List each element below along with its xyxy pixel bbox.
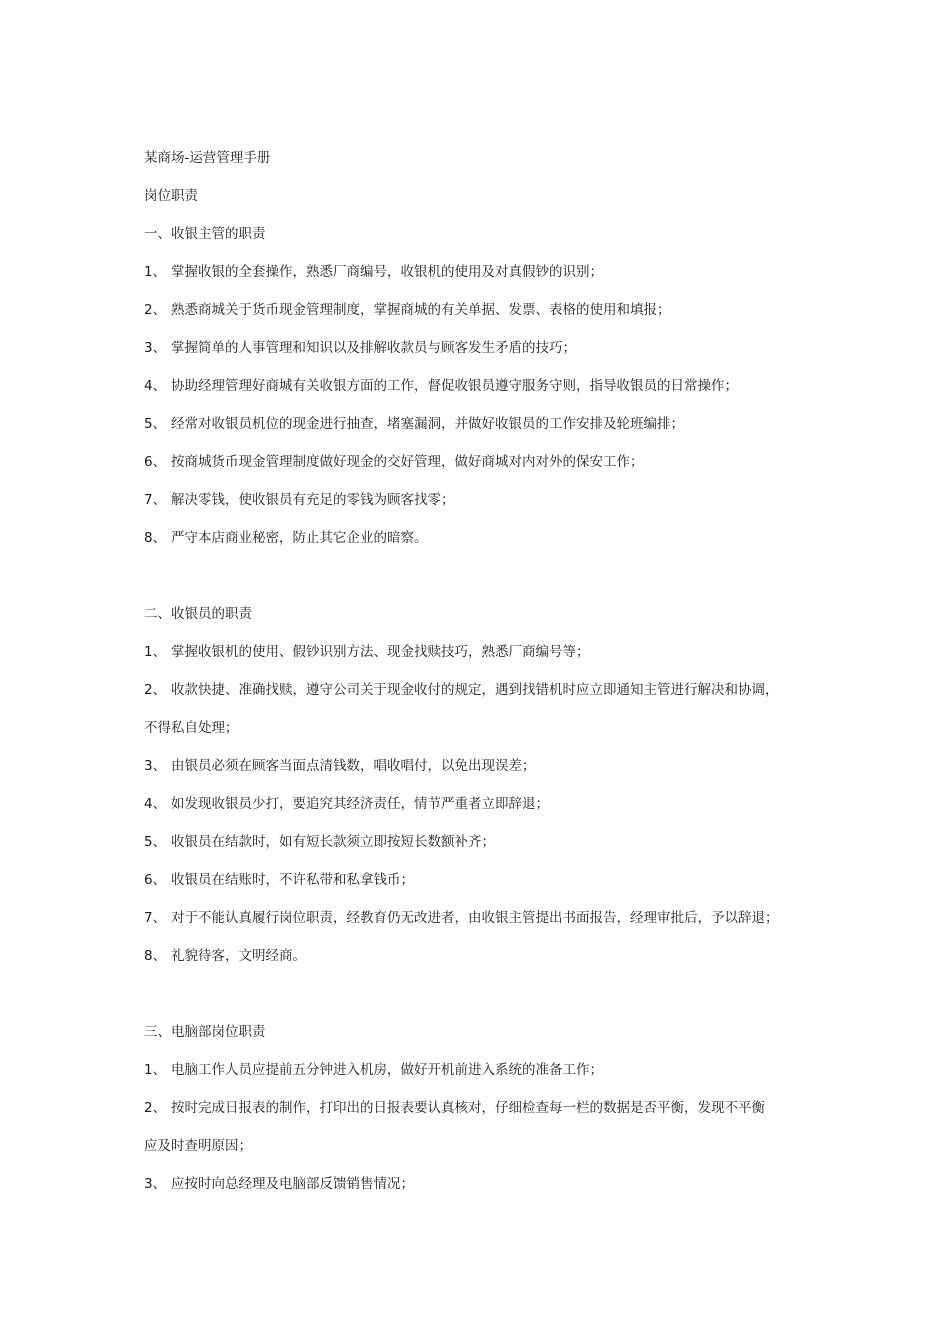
- item-text: 熟悉商城关于货币现金管理制度，掌握商城的有关单据、发票、表格的使用和填报；: [171, 302, 671, 318]
- list-item: [144, 414, 834, 434]
- list-item: [144, 756, 834, 776]
- list-item: [144, 490, 834, 510]
- list-item: [144, 1098, 834, 1118]
- list-item: [144, 680, 834, 700]
- item-text: 如发现收银员少打，要追究其经济责任，情节严重者立即辞退；: [171, 796, 549, 812]
- list-item: [144, 262, 834, 282]
- item-text: 收银员在结款时，如有短长款须立即按短长数额补齐；: [171, 834, 495, 850]
- item-text: 礼貌待客，文明经商。: [171, 948, 306, 964]
- list-item: [144, 642, 834, 662]
- item-number: 2、: [144, 682, 167, 698]
- item-text: 协助经理管理好商城有关收银方面的工作，督促收银员遵守服务守则，指导收银员的日常操作；: [171, 378, 738, 394]
- item-number: 8、: [144, 948, 167, 964]
- item-number: 7、: [144, 910, 167, 926]
- item-number: 1、: [144, 644, 167, 660]
- list-item: [144, 1174, 834, 1194]
- section-2-heading: 二、收银员的职责: [144, 606, 252, 622]
- item-text: 解决零钱，使收银员有充足的零钱为顾客找零；: [171, 492, 455, 508]
- list-item-continuation: 应及时查明原因；: [144, 1138, 252, 1154]
- list-item: [144, 908, 834, 928]
- list-item: [144, 300, 834, 320]
- item-number: 4、: [144, 378, 167, 394]
- item-text: 掌握收银机的使用、假钞识别方法、现金找赎技巧，熟悉厂商编号等；: [171, 644, 590, 660]
- item-text: 掌握收银的全套操作，熟悉厂商编号，收银机的使用及对真假钞的识别；: [171, 264, 603, 280]
- item-text: 按商城货币现金管理制度做好现金的交好管理，做好商城对内对外的保安工作；: [171, 454, 644, 470]
- list-item: [144, 1060, 834, 1080]
- item-number: 3、: [144, 1176, 167, 1192]
- item-number: 4、: [144, 796, 167, 812]
- item-text: 应按时向总经理及电脑部反馈销售情况；: [171, 1176, 414, 1192]
- document-title: 某商场-运营管理手册: [144, 150, 271, 166]
- item-number: 6、: [144, 454, 167, 470]
- section-3-heading: 三、电脑部岗位职责: [144, 1024, 266, 1040]
- section-1-heading: 一、收银主管的职责: [144, 226, 266, 242]
- item-text: 按时完成日报表的制作，打印出的日报表要认真核对，仔细检查每一栏的数据是否平衡，发现不平衡: [171, 1100, 765, 1116]
- list-item-continuation: 不得私自处理；: [144, 720, 239, 736]
- item-text: 掌握简单的人事管理和知识以及排解收款员与顾客发生矛盾的技巧；: [171, 340, 576, 356]
- list-item: [144, 528, 834, 548]
- section-spacer: [144, 984, 834, 1022]
- list-item: [144, 794, 834, 814]
- document-page: [144, 148, 834, 1212]
- item-text: 经常对收银员机位的现金进行抽查，堵塞漏洞，并做好收银员的工作安排及轮班编排；: [171, 416, 684, 432]
- item-text: 由银员必须在顾客当面点清钱数，唱收唱付，以免出现误差；: [171, 758, 536, 774]
- list-item: [144, 946, 834, 966]
- list-item: [144, 870, 834, 890]
- item-number: 1、: [144, 1062, 167, 1078]
- item-text: 严守本店商业秘密，防止其它企业的暗察。: [171, 530, 428, 546]
- list-item: [144, 338, 834, 358]
- item-number: 1、: [144, 264, 167, 280]
- item-number: 3、: [144, 758, 167, 774]
- list-item: [144, 832, 834, 852]
- item-text: 收款快捷、准确找赎，遵守公司关于现金收付的规定，遇到找错机时应立即通知主管进行解决和协调，: [171, 682, 779, 698]
- item-number: 6、: [144, 872, 167, 888]
- item-number: 7、: [144, 492, 167, 508]
- section-heading: 岗位职责: [144, 188, 198, 204]
- item-text: 电脑工作人员应提前五分钟进入机房，做好开机前进入系统的准备工作；: [171, 1062, 603, 1078]
- list-item: [144, 452, 834, 472]
- item-text: 对于不能认真履行岗位职责，经教育仍无改进者，由收银主管提出书面报告，经理审批后，予以辞退；: [171, 910, 779, 926]
- list-item: [144, 376, 834, 396]
- item-number: 5、: [144, 834, 167, 850]
- item-number: 5、: [144, 416, 167, 432]
- item-number: 8、: [144, 530, 167, 546]
- item-number: 2、: [144, 302, 167, 318]
- item-number: 2、: [144, 1100, 167, 1116]
- item-text: 收银员在结账时，不许私带和私拿钱币；: [171, 872, 414, 888]
- section-spacer: [144, 566, 834, 604]
- item-number: 3、: [144, 340, 167, 356]
